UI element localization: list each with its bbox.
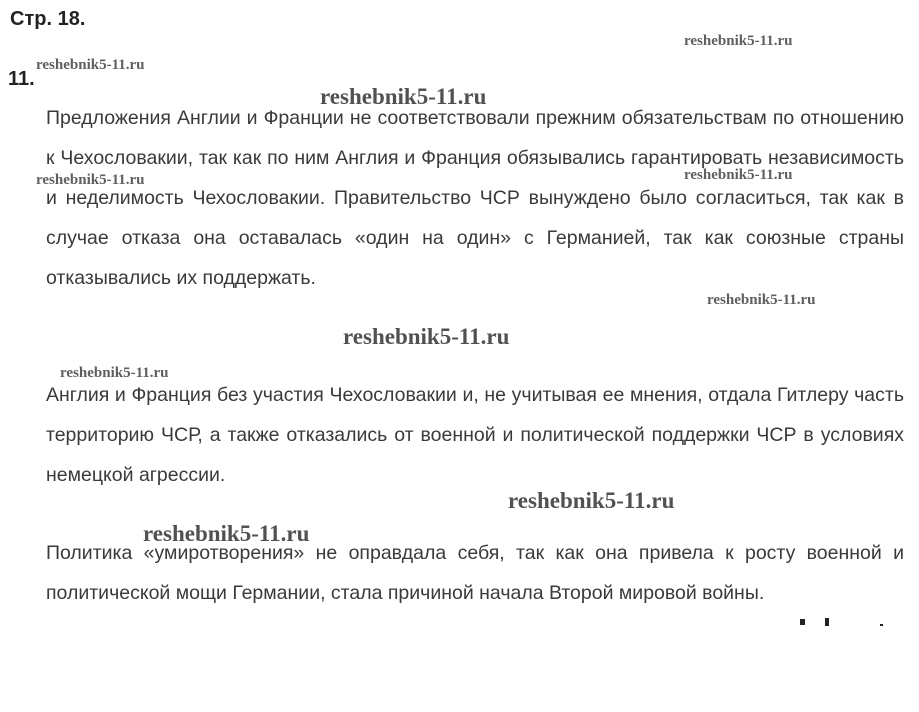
watermark: reshebnik5-11.ru	[684, 167, 793, 183]
watermark: reshebnik5-11.ru	[320, 84, 487, 109]
watermark: reshebnik5-11.ru	[36, 57, 145, 73]
answer-paragraph-2: Англия и Франция без участия Чехословакии и, не учитывая ее мнения, отдала Гитлеру часть территорию ЧСР, а также отказались от военной и политической поддержки ЧСР в условиях немецкой агрессии.	[46, 384, 904, 486]
answer-paragraph-1: Предложения Англии и Франции не соответствовали прежним обязательствам по отношению к Чехословакии, так как по ним Англия и Франция обязывались гарантировать независимость и неделимость Чехословакии. Правительство ЧСР вынуждено было согласиться, так как в случае отказа она оставалась «один на один» с Германией, так как союзные страны отказывались их поддержать.	[46, 107, 904, 289]
question-number: 11.	[8, 68, 35, 90]
watermark: reshebnik5-11.ru	[508, 488, 675, 513]
watermark: reshebnik5-11.ru	[143, 521, 310, 546]
watermark: reshebnik5-11.ru	[60, 365, 169, 381]
watermark: reshebnik5-11.ru	[36, 172, 145, 188]
page-number-label: Стр. 18.	[10, 8, 86, 30]
scan-specks	[800, 616, 910, 628]
answer-paragraph-3: Политика «умиротворения» не оправдала себя, так как она привела к росту военной и политической мощи Германии, стала причиной начала Второй мировой войны.	[46, 542, 904, 604]
watermark: reshebnik5-11.ru	[684, 33, 793, 49]
watermark: reshebnik5-11.ru	[707, 292, 816, 308]
watermark: reshebnik5-11.ru	[343, 324, 510, 349]
